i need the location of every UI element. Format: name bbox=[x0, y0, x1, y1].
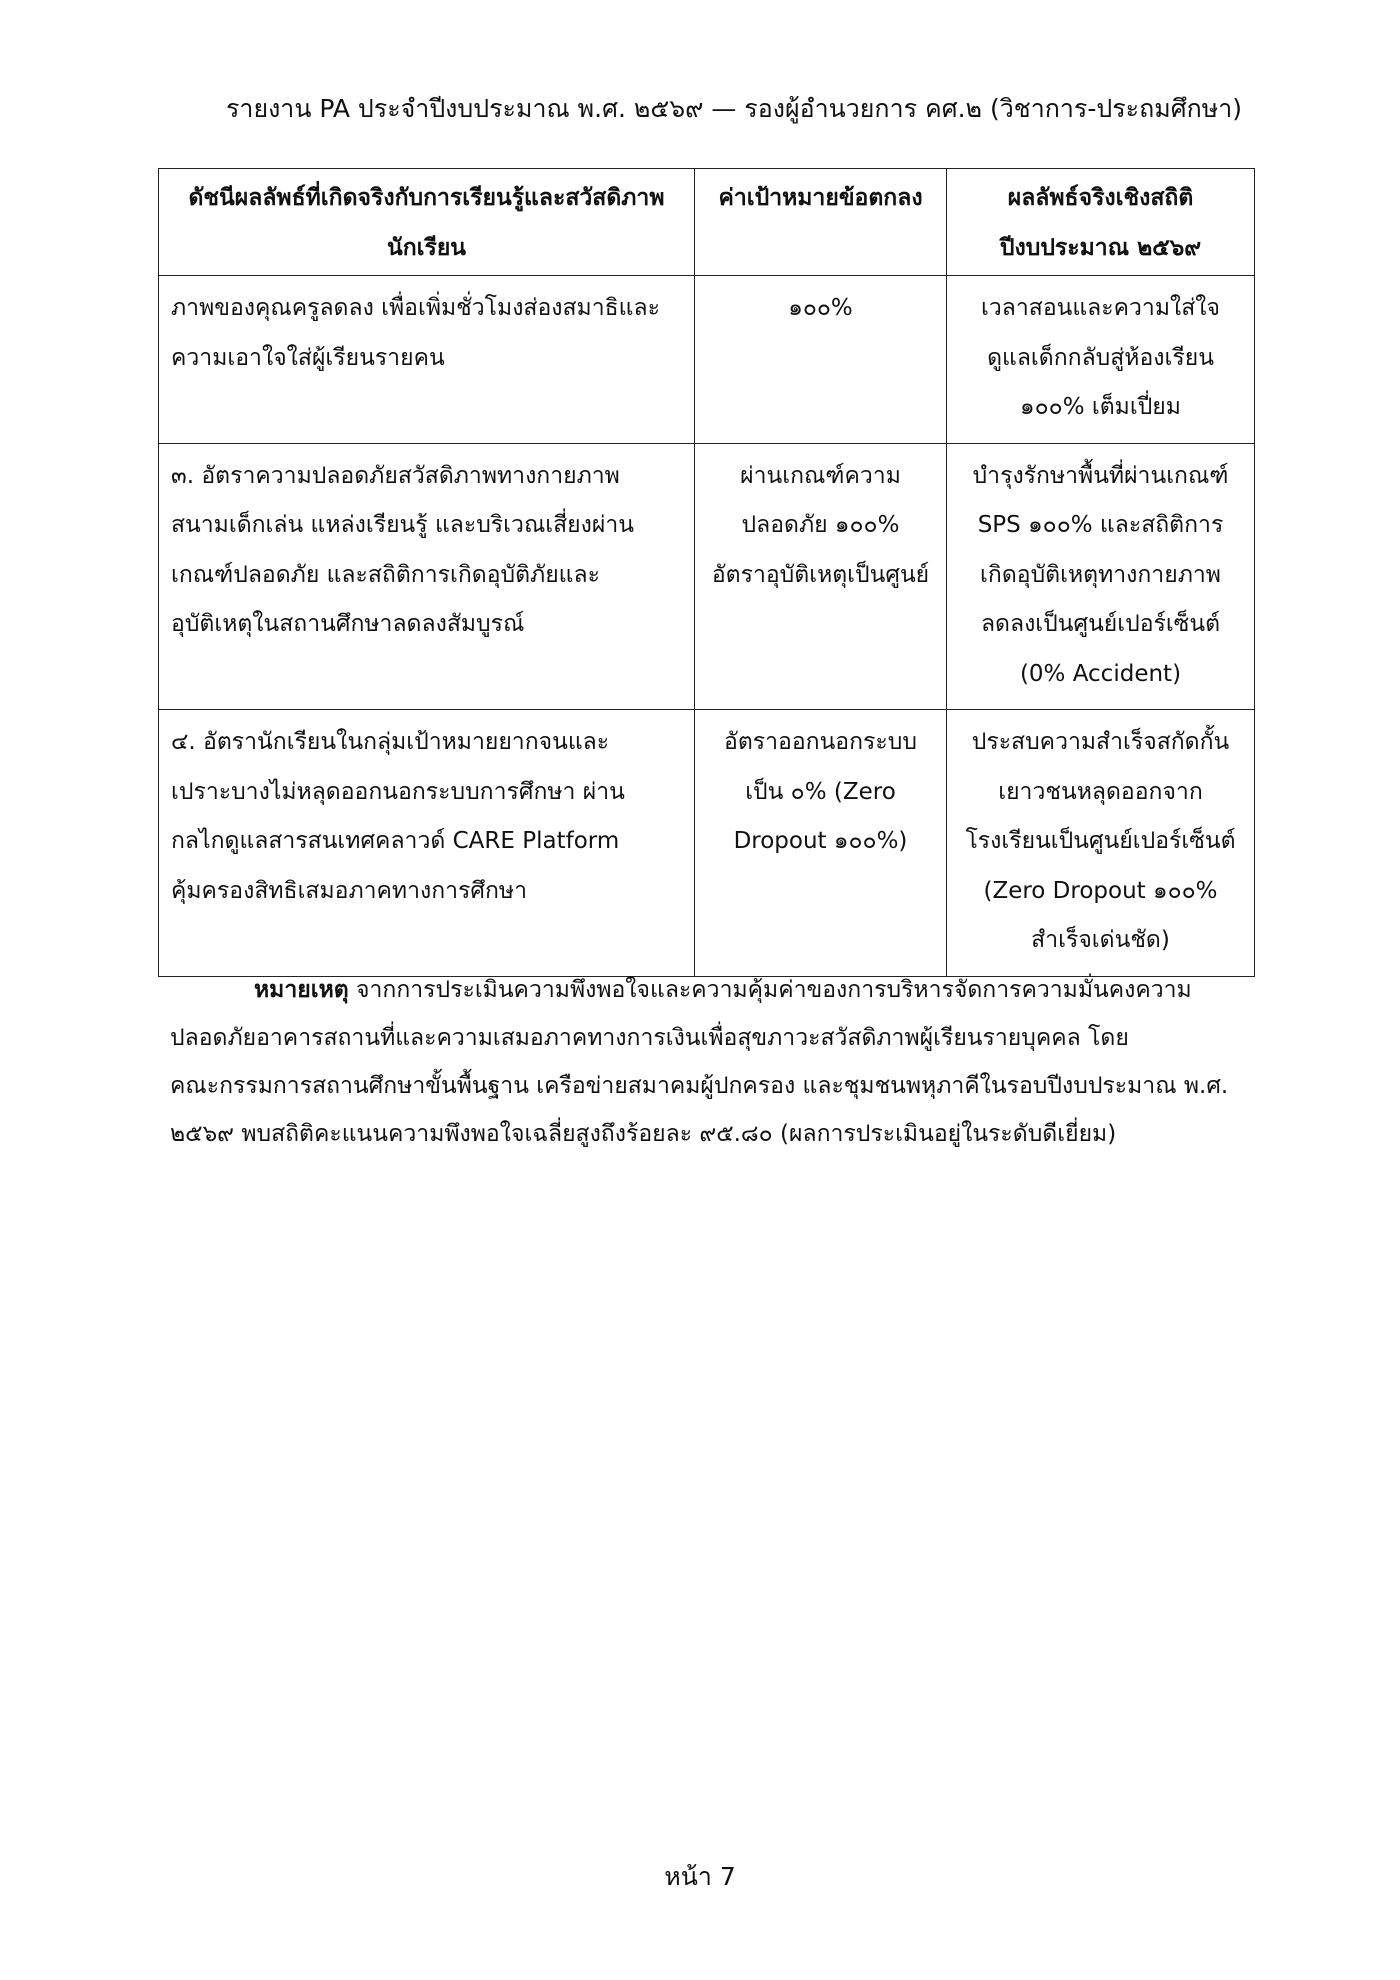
result-cell bbox=[947, 276, 1255, 444]
cell-line: ๓. อัตราความปลอดภัยสวัสดิภาพทางกายภาพ bbox=[171, 462, 620, 489]
cell-line: ประสบความสำเร็จสกัดกั้น bbox=[971, 729, 1230, 755]
cell-line: อัตราอุบัติเหตุเป็นศูนย์ bbox=[711, 561, 930, 588]
note-line: ปลอดภัยอาคารสถานที่และความเสมอภาคทางการเงินเพื่อสุขภาวะสวัสดิภาพผู้เรียนรายบุคคล โดย bbox=[170, 1025, 1129, 1051]
cell-line: (0% Accident) bbox=[1019, 660, 1182, 687]
header-result-line: ผลลัพธ์จริงเชิงสถิติ bbox=[1007, 185, 1194, 211]
header-indicator-line: นักเรียน bbox=[386, 234, 467, 261]
note-label: หมายเหตุ bbox=[254, 977, 349, 1003]
cell-line: SPS ๑๐๐% และสถิติการ bbox=[977, 512, 1224, 538]
cell-line: ปลอดภัย ๑๐๐% bbox=[741, 512, 900, 538]
cell-line: ๔. อัตรานักเรียนในกลุ่มเป้าหมายยากจนและ bbox=[171, 729, 610, 755]
note-first-text: จากการประเมินความพึงพอใจและความคุ้มค่าของการบริหารจัดการความมั่นคงความ bbox=[348, 977, 1192, 1003]
indicator-cell bbox=[159, 443, 695, 710]
cell-line: สนามเด็กเล่น แหล่งเรียนรู้ และบริเวณเสี่ยงผ่าน bbox=[171, 512, 634, 538]
target-cell bbox=[695, 710, 947, 977]
cell-line: เวลาสอนและความใส่ใจ bbox=[981, 295, 1220, 321]
target-cell bbox=[695, 276, 947, 444]
kpi-table bbox=[158, 168, 1255, 977]
indicator-cell bbox=[159, 276, 695, 444]
page-header: รายงาน PA ประจำปีงบประมาณ พ.ศ. ๒๕๖๙ — รองผู้อำนวยการ คศ.๒ (วิชาการ-ประถมศึกษา) bbox=[225, 94, 1242, 123]
cell-line: เกณฑ์ปลอดภัย และสถิติการเกิดอุบัติภัยและ bbox=[171, 561, 600, 588]
note-line: ๒๕๖๙ พบสถิติคะแนนความพึงพอใจเฉลี่ยสูงถึงร้อยละ ๙๕.๘๐ (ผลการประเมินอยู่ในระดับดีเยี่ยม) bbox=[170, 1121, 1117, 1147]
cell-line: บำรุงรักษาพื้นที่ผ่านเกณฑ์ bbox=[972, 462, 1229, 489]
cell-line: เกิดอุบัติเหตุทางกายภาพ bbox=[980, 561, 1221, 588]
cell-line: กลไกดูแลสารสนเทศคลาวด์ CARE Platform bbox=[171, 828, 620, 854]
note-paragraph bbox=[170, 966, 1250, 1158]
cell-line: ดูแลเด็กกลับสู่ห้องเรียน bbox=[987, 344, 1214, 371]
header-result-line: ปีงบประมาณ ๒๕๖๙ bbox=[999, 234, 1202, 261]
target-cell bbox=[695, 443, 947, 710]
cell-line: เป็น ๐% (Zero bbox=[745, 778, 896, 805]
table-header-row bbox=[159, 169, 1255, 276]
cell-line: เปราะบางไม่หลุดออกนอกระบบการศึกษา ผ่าน bbox=[171, 778, 625, 805]
note-first-line bbox=[170, 966, 1250, 1014]
cell-line: เยาวชนหลุดออกจาก bbox=[998, 778, 1203, 805]
cell-line: ความเอาใจใส่ผู้เรียนรายคน bbox=[171, 344, 445, 371]
result-cell bbox=[947, 710, 1255, 977]
cell-line: Dropout ๑๐๐%) bbox=[733, 828, 908, 854]
cell-line: ๑๐๐% เต็มเปี่ยม bbox=[1020, 394, 1181, 420]
cell-line: ลดลงเป็นศูนย์เปอร์เซ็นต์ bbox=[980, 611, 1221, 637]
result-cell bbox=[947, 443, 1255, 710]
cell-line: สำเร็จเด่นชัด) bbox=[1031, 927, 1170, 953]
header-target bbox=[695, 169, 947, 276]
table-row bbox=[159, 710, 1255, 977]
header-result bbox=[947, 169, 1255, 276]
header-target-line: ค่าเป้าหมายข้อตกลง bbox=[718, 185, 923, 211]
header-indicator bbox=[159, 169, 695, 276]
cell-line: โรงเรียนเป็นศูนย์เปอร์เซ็นต์ bbox=[965, 828, 1236, 854]
cell-line: (Zero Dropout ๑๐๐% bbox=[983, 877, 1218, 904]
cell-line: ผ่านเกณฑ์ความ bbox=[740, 462, 901, 489]
table-row bbox=[159, 276, 1255, 444]
page-number: หน้า 7 bbox=[664, 1862, 736, 1891]
cell-line: อุบัติเหตุในสถานศึกษาลดลงสัมบูรณ์ bbox=[171, 611, 525, 637]
table-row bbox=[159, 443, 1255, 710]
cell-line: คุ้มครองสิทธิเสมอภาคทางการศึกษา bbox=[171, 877, 528, 904]
note-line: คณะกรรมการสถานศึกษาขั้นพื้นฐาน เครือข่ายสมาคมผู้ปกครอง และชุมชนพหุภาคีในรอบปีงบประมาณ พ.ศ. bbox=[170, 1073, 1229, 1099]
cell-line: ภาพของคุณครูลดลง เพื่อเพิ่มชั่วโมงส่องสมาธิและ bbox=[171, 295, 660, 321]
cell-line: อัตราออกนอกระบบ bbox=[724, 729, 917, 755]
cell-line: ๑๐๐% bbox=[788, 295, 853, 321]
header-indicator-line: ดัชนีผลลัพธ์ที่เกิดจริงกับการเรียนรู้และสวัสดิภาพ bbox=[188, 185, 665, 211]
indicator-cell bbox=[159, 710, 695, 977]
